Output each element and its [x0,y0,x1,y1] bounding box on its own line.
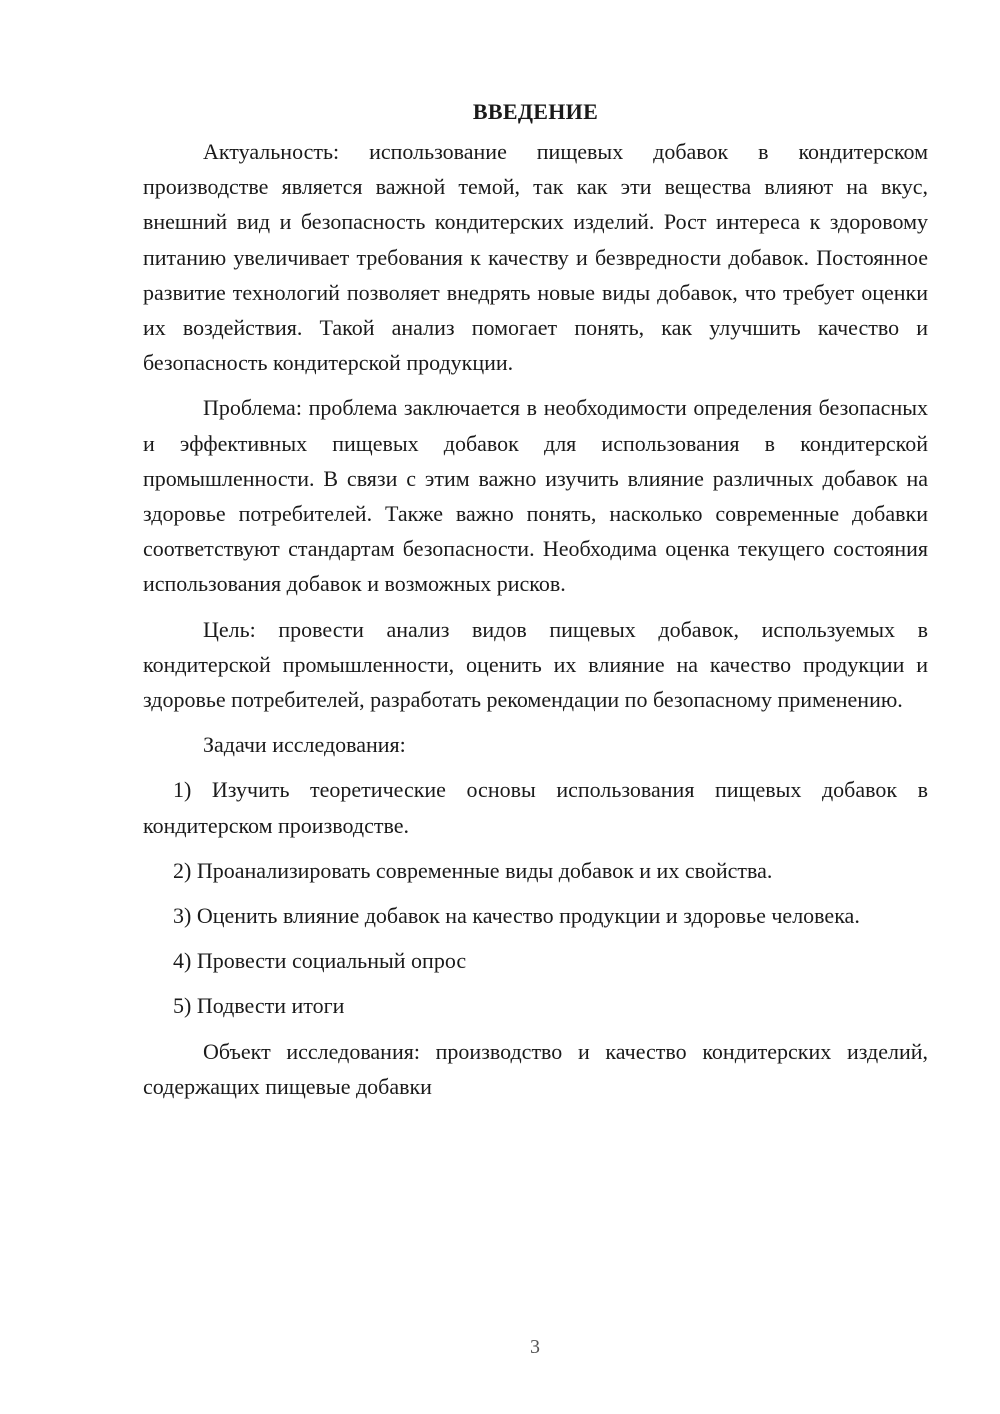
task-item-3: 3) Оценить влияние добавок на качество продукции и здоровье человека. [173,903,860,929]
problem-paragraph: Проблема: проблема заключается в необходимости определения безопасных и эффективных пищевых добавок для использования в кондитерской промышленности. В связи с этим важно изучить влияние различных добавок на здоровье потребителей. Также важно понять, насколько современные добавки соответствуют стандартам безопасности. Необходима оценка текущего состояния использования добавок и возможных рисков. [143,395,928,597]
tasks-heading: Задачи исследования: [203,732,406,758]
task-item-1: 1) Изучить теоретические основы использования пищевых добавок в кондитерском производстве. [143,777,928,838]
task-item-4: 4) Провести социальный опрос [173,948,467,974]
task-item-5: 5) Подвести итоги [173,993,345,1019]
research-object-paragraph: Объект исследования: производство и качество кондитерских изделий, содержащих пищевые добавки [143,1038,928,1099]
section-title: ВВЕДЕНИЕ [472,99,599,124]
relevance-paragraph: Актуальность: использование пищевых добавок в кондитерском производстве является важной темой, так как эти вещества влияют на вкус, внешний вид и безопасность кондитерских изделий. Рост интереса к здоровому питанию увеличивает требования к качеству и безвредности добавок. Постоянное развитие технологий позволяет внедрять новые виды добавок, что требует оценки их воздействия. Такой анализ помогает понять, как улучшить качество и безопасность кондитерской продукции. [143,139,928,376]
page-content [143,94,928,1114]
page-number: 3 [530,1336,540,1358]
goal-paragraph: Цель: провести анализ видов пищевых добавок, используемых в кондитерской промышленности, оценить их влияние на качество продукции и здоровье потребителей, разработать рекомендации по безопасному применению. [143,616,928,713]
task-item-2: 2) Проанализировать современные виды добавок и их свойства. [173,857,773,883]
